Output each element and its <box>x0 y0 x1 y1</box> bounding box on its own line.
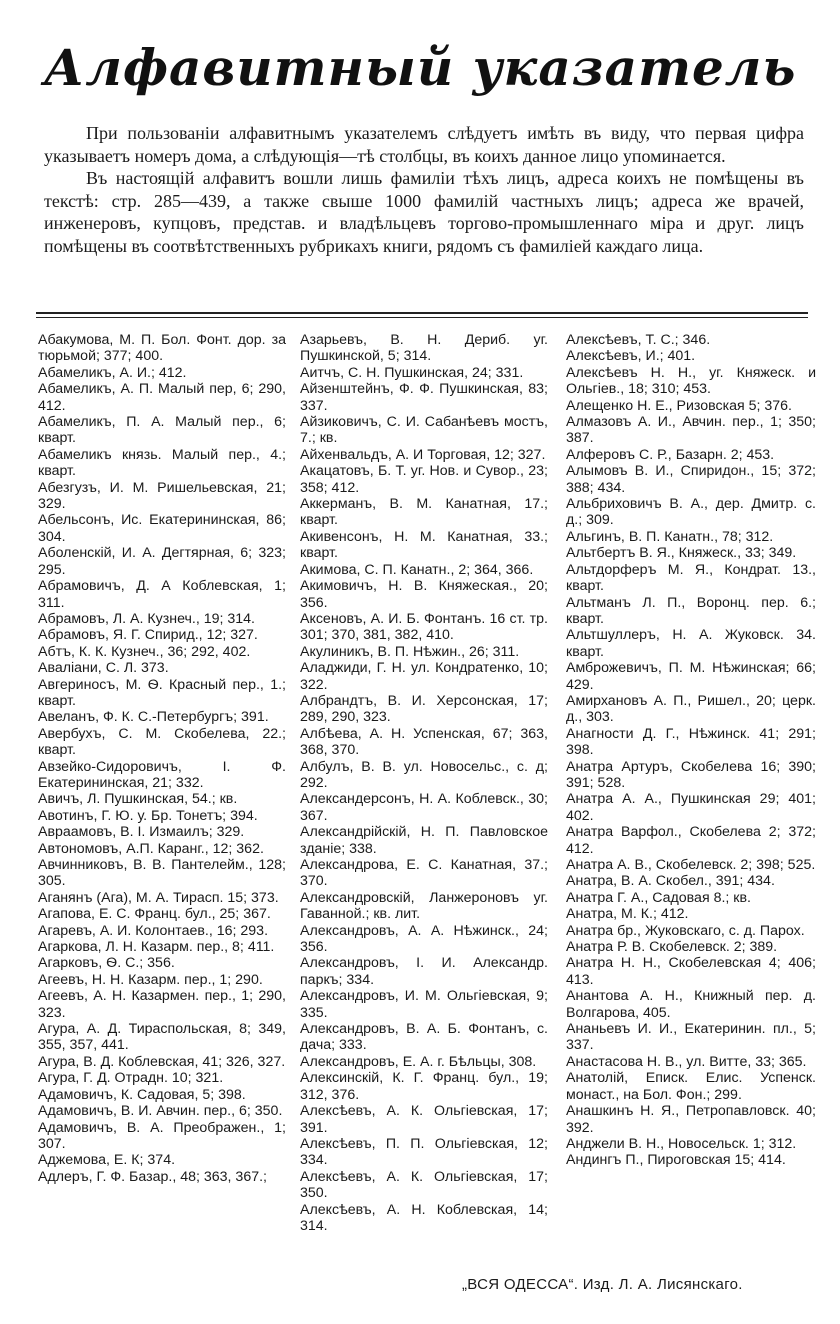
index-entry: Авеланъ, Ф. К. С.-Петербургъ; 391. <box>38 709 269 726</box>
index-entry: Аккерманъ, В. М. Канатная, 17.; кварт. <box>300 496 548 529</box>
index-entry: Адамовичъ, В. А. Преображен., 1; 307. <box>38 1119 286 1152</box>
index-entry: Андингъ П., Пироговская 15; 414. <box>566 1152 786 1169</box>
index-entry: Аитчъ, С. Н. Пушкинская, 24; 331. <box>300 364 524 381</box>
index-entry: Альтманъ Л. П., Воронц. пер. 6.; кварт. <box>566 594 816 627</box>
index-entry: Анатра, М. К.; 412. <box>566 906 689 923</box>
index-entry: Александровъ, В. А. Б. Фонтанъ, с. дача; 333. <box>300 1021 548 1054</box>
index-entry: Альбриховичъ В. А., дер. Дмитр. с. д.; 309. <box>566 496 816 529</box>
index-entry: Амброжевичъ, П. М. Нѣжинская; 66; 429. <box>566 660 816 693</box>
index-entry: Алексѣевъ, А. Н. Коблевская, 14; 314. <box>300 1201 548 1234</box>
double-rule-divider <box>36 312 808 318</box>
index-entry: Альтдорферъ М. Я., Кондрат. 13., кварт. <box>566 561 816 595</box>
index-entry: Агаревъ, А. И. Колонтаев., 16; 293. <box>38 922 269 939</box>
index-entry: Анатра А. А., Пушкинская 29; 401; 402. <box>566 791 816 824</box>
index-entry: Айзиковичъ, С. И. Сабанѣевъ мостъ, 7.; кв. <box>300 414 548 447</box>
index-entry: Анантова А. Н., Книжный пер. д. Волгарова, 405. <box>566 988 816 1021</box>
index-entry: Акацатовъ, Б. Т. уг. Нов. и Сувор., 23; 358; 412. <box>300 463 548 496</box>
index-entry: Акулиникъ, В. П. Нѣжин., 26; 311. <box>300 643 520 660</box>
index-entry: Алексинскій, К. Г. Франц. бул., 19; 312, 376. <box>300 1070 548 1103</box>
index-column-3 <box>566 332 816 1169</box>
index-entry: Адамовичъ, В. И. Авчин. пер., 6; 350. <box>38 1103 283 1120</box>
index-entry: Агапова, Е. С. Франц. бул., 25; 367. <box>38 906 271 923</box>
index-entry: Аганянъ (Ага), М. А. Тирасп. 15; 373. <box>38 889 279 906</box>
index-entry: Автономовъ, А.П. Каранг., 12; 362. <box>38 840 264 857</box>
page-title: Алфавитный указатель <box>43 38 797 97</box>
index-entry: Алмазовъ А. И., Авчин. пер., 1; 350; 387. <box>566 414 816 447</box>
index-entry: Агура, Г. Д. Отрадн. 10; 321. <box>38 1070 224 1087</box>
index-entry: Азарьевъ, В. Н. Дериб. уг. Пушкинской, 5; 314. <box>300 332 548 365</box>
index-entry: Анатра Р. В. Скобелевск. 2; 389. <box>566 939 778 956</box>
index-entry: Александрійскій, Н. П. Павловское зданіе; 338. <box>300 824 548 857</box>
index-entry: Алексѣевъ, А. К. Ольгіевская, 17; 391. <box>300 1103 548 1136</box>
index-entry: Альтбертъ В. Я., Княжеск., 33; 349. <box>566 545 797 562</box>
index-entry: Албрандтъ, В. И. Херсонская, 17; 289, 290, 323. <box>300 692 548 726</box>
index-entry: Альгинъ, В. П. Канатн., 78; 312. <box>566 528 774 545</box>
index-entry: Аболенскій, И. А. Дегтярная, 6; 323; 295. <box>38 545 286 578</box>
index-entry: Абамеликъ, А. И.; 412. <box>38 364 187 381</box>
index-entry: Авербухъ, С. М. Скобелева, 22.; кварт. <box>38 725 286 759</box>
index-entry: Абезгузъ, И. М. Ришельевская, 21; 329. <box>38 479 286 513</box>
index-entry: Александрова, Е. С. Канатная, 37.; 370. <box>300 857 548 890</box>
index-entry: Алексѣевъ, П. П. Ольгіевская, 12; 334. <box>300 1135 548 1169</box>
index-entry: Авзейко-Сидоровичъ, І. Ф. Екатерининская, 21; 332. <box>38 758 286 791</box>
index-entry: Агарковъ, Ѳ. С.; 356. <box>38 955 175 972</box>
index-entry: Абамеликъ князь. Малый пер., 4.; кварт. <box>38 446 286 480</box>
index-entry: Айзенштейнъ, Ф. Ф. Пушкинская, 83; 337. <box>300 381 548 414</box>
index-entry: Абтъ, К. К. Кузнеч., 36; 292, 402. <box>38 643 251 660</box>
index-entry: Агура, А. Д. Тираспольская, 8; 349, 355, 357, 441. <box>38 1021 286 1054</box>
index-entry: Авчинниковъ, В. В. Пантелейм., 128; 305. <box>38 857 286 890</box>
index-entry: Абрамовичъ, Д. А Коблевская, 1; 311. <box>38 578 286 611</box>
index-entry: Абамеликъ, А. П. Малый пер, 6; 290, 412. <box>38 381 286 414</box>
intro-paragraph: При пользованіи алфавитнымъ указателемъ слѣдуетъ имѣть въ виду, что первая цифра указываетъ номеръ дома, а слѣдующія—тѣ столбцы, въ коихъ данное лицо упоминается. <box>44 123 804 166</box>
index-entry: Авгериносъ, М. Ѳ. Красный пер., 1.; кварт. <box>38 676 286 709</box>
index-entry: Анатра Н. Н., Скобелевская 4; 406; 413. <box>566 955 816 988</box>
index-entry: Анатолій, Еписк. Елис. Успенск. монаст., на Бол. Фон.; 299. <box>566 1070 816 1103</box>
index-entry: Албулъ, В. В. ул. Новосельс., с. д; 292. <box>300 758 548 791</box>
index-entry: Анатра А. В., Скобелевск. 2; 398; 525. <box>566 857 816 873</box>
index-entry: Анатра Г. А., Садовая 8.; кв. <box>566 889 751 906</box>
index-entry: Александровъ, И. М. Ольгіевская, 9; 335. <box>300 988 548 1021</box>
index-entry: Абрамовъ, Л. А. Кузнеч., 19; 314. <box>38 610 255 627</box>
index-entry: Аджемова, Е. К; 374. <box>38 1152 176 1169</box>
intro-paragraph: Въ настоящій алфавитъ вошли лишь фамиліи тѣхъ лицъ, адреса коихъ не помѣщены въ текстѣ: стр. 285—439, а также свыше 1000 фамилій частныхъ лицъ; адреса же врачей, инженеровъ, купцовъ, представ. и владѣльцевъ торгово-промышленнаго міра и друг. лицъ помѣщены въ соотвѣтственныхъ рубрикахъ книги, рядомъ съ фамиліей каждаго лица. <box>44 168 804 256</box>
index-entry: Аваліани, С. Л. 373. <box>38 660 169 677</box>
index-entry: Агаркова, Л. Н. Казарм. пер., 8; 411. <box>38 939 275 956</box>
index-entry: Анатра Артуръ, Скобелева 16; 390; 391; 528. <box>566 758 816 791</box>
index-entry: Анджели В. Н., Новосельск. 1; 312. <box>566 1135 797 1152</box>
index-entry: Адамовичъ, К. Садовая, 5; 398. <box>38 1086 246 1103</box>
index-column-1 <box>38 332 286 1185</box>
index-entry: Агеевъ, Н. Н. Казарм. пер., 1; 290. <box>38 971 263 988</box>
index-entry: Ананьевъ И. И., Екатеринин. пл., 5; 337. <box>566 1021 816 1054</box>
index-entry: Анагности Д. Г., Нѣжинск. 41; 291; 398. <box>566 725 816 759</box>
index-entry: Акимовичъ, Н. В. Княжеская., 20; 356. <box>300 578 548 611</box>
index-entry: Алексѣевъ, Т. С.; 346. <box>566 332 711 348</box>
index-entry: Александровскій, Ланжероновъ уг. Гаванной.; кв. лит. <box>300 889 548 923</box>
index-entry: Аладжиди, Г. Н. ул. Кондратенко, 10; 322. <box>300 660 548 693</box>
index-entry: Алексѣевъ Н. Н., уг. Княжеск. и Ольгіев., 18; 310; 453. <box>566 364 816 398</box>
index-entry: Анашкинъ Н. Я., Петропавловск. 40; 392. <box>566 1103 816 1136</box>
index-entry: Амирхановъ А. П., Ришел., 20; церк. д., 303. <box>566 692 816 726</box>
index-entry: Адлеръ, Г. Ф. Базар., 48; 363, 367.; <box>38 1168 267 1185</box>
index-entry: Абельсонъ, Ис. Екатерининская, 86; 304. <box>38 512 286 545</box>
index-entry: Александровъ, І. И. Александр. паркъ; 334. <box>300 955 548 988</box>
index-entry: Анастасова Н. В., ул. Витте, 33; 365. <box>566 1053 807 1070</box>
index-entry: Акивенсонъ, Н. М. Канатная, 33.; кварт. <box>300 528 548 562</box>
index-entry: Аксеновъ, А. И. Б. Фонтанъ. 16 ст. тр. 301; 370, 381, 382, 410. <box>300 610 548 644</box>
index-entry: Анатра Варфол., Скобелева 2; 372; 412. <box>566 824 816 857</box>
index-entry: Алферовъ С. Р., Базарн. 2; 453. <box>566 446 775 463</box>
index-entry: Александровъ, Е. А. г. Бѣльцы, 308. <box>300 1053 537 1070</box>
index-entry: Айхенвальдъ, А. И Торговая, 12; 327. <box>300 446 546 463</box>
index-entry: Абакумова, М. П. Бол. Фонт. дор. за тюрьмой; 377; 400. <box>38 332 286 365</box>
index-column-2 <box>300 332 548 1234</box>
index-entry: Авичъ, Л. Пушкинская, 54.; кв. <box>38 791 238 808</box>
index-entry: Анатра, В. А. Скобел., 391; 434. <box>566 873 775 890</box>
index-entry: Александерсонъ, Н. А. Коблевск., 30; 367. <box>300 791 548 824</box>
index-entry: Агеевъ, А. Н. Казармен. пер., 1; 290, 323. <box>38 988 286 1021</box>
index-entry: Агура, В. Д. Коблевская, 41; 326, 327. <box>38 1053 286 1070</box>
index-entry: Абрамовъ, Я. Г. Спирид., 12; 327. <box>38 627 258 644</box>
index-entry: Александровъ, А. А. Нѣжинск., 24; 356. <box>300 922 548 956</box>
index-entry: Акимова, С. П. Канатн., 2; 364, 366. <box>300 561 534 578</box>
index-entry: Авраамовъ, В. І. Измаилъ; 329. <box>38 824 245 841</box>
index-entry: Алексѣевъ, А. К. Ольгіевская, 17; 350. <box>300 1168 548 1202</box>
index-entry: Алексѣевъ, И.; 401. <box>566 348 696 365</box>
intro-text <box>44 122 804 257</box>
index-entry: Алещенко Н. Е., Ризовская 5; 376. <box>566 397 793 414</box>
publisher-footer: „ВСЯ ОДЕССА“. Изд. Л. А. Лисянскаго. <box>462 1276 743 1293</box>
index-entry: Абамеликъ, П. А. Малый пер., 6; кварт. <box>38 414 286 447</box>
index-entry: Авотинъ, Г. Ю. у. Бр. Тонетъ; 394. <box>38 807 258 824</box>
index-entry: Анатра бр., Жуковскаго, с. д. Парох. <box>566 922 805 939</box>
index-entry: Албѣева, А. Н. Успенская, 67; 363, 368, 370. <box>300 725 548 759</box>
index-entry: Альтшуллеръ, Н. А. Жуковск. 34. кварт. <box>566 627 816 660</box>
index-entry: Алымовъ В. И., Спиридон., 15; 372; 388; 434. <box>566 463 816 496</box>
